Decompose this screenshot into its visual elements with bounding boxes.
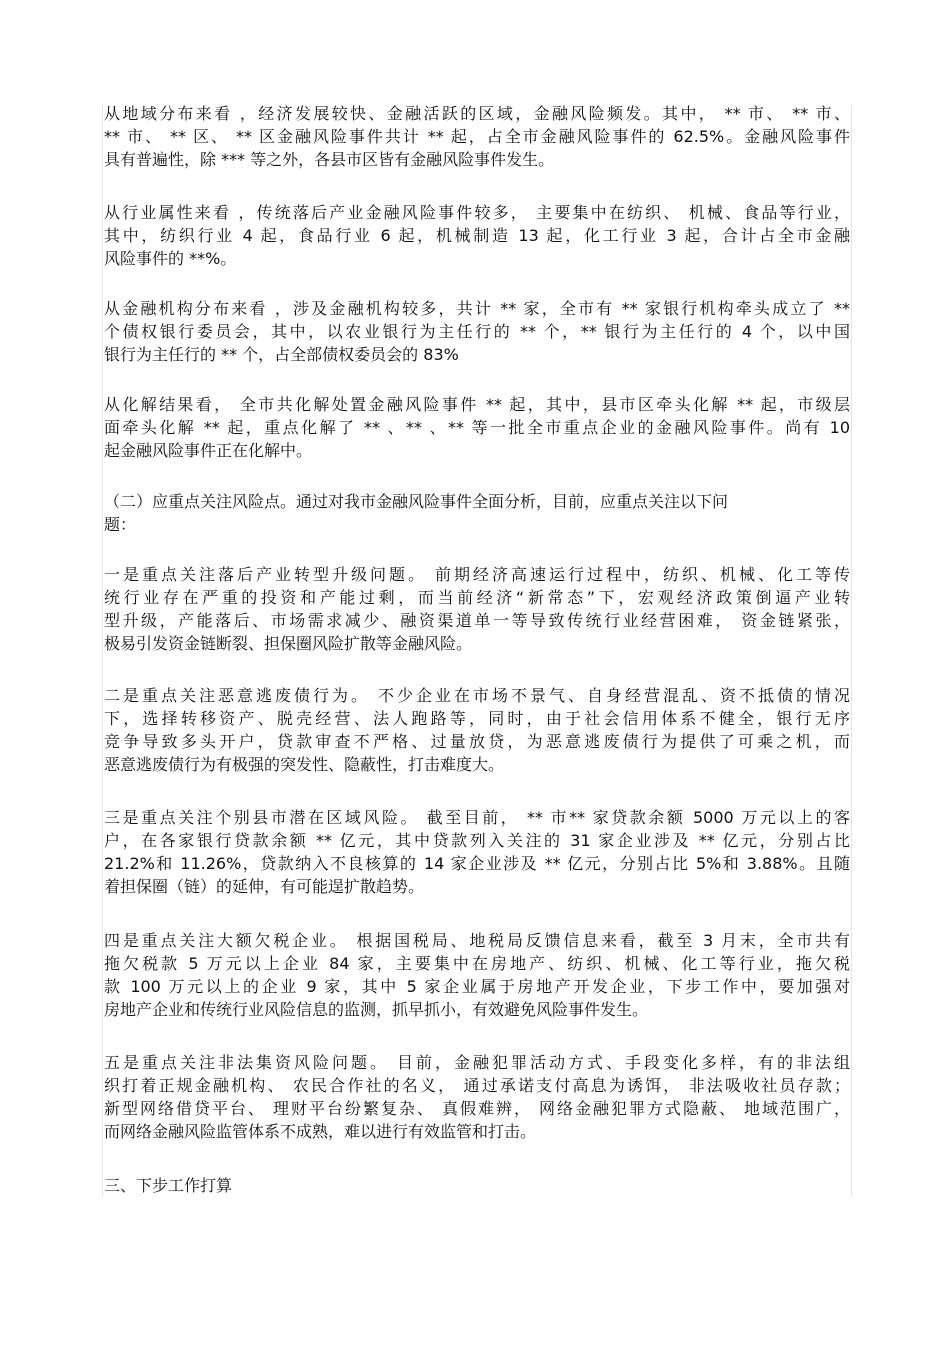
- text-line: 从行业属性来看 ，传统落后产业金融风险事件较多， 主要集中在纺织、 机械、食品等行业，: [104, 203, 850, 222]
- paragraph-resolution-results: [104, 393, 850, 462]
- text-line: 拖欠税款 5 万元以上企业 84 家，主要集中在房地产、纺织、机械、化工等行业，拖欠税: [104, 954, 850, 973]
- text-line: 五是重点关注非法集资风险问题。 目前，金融犯罪活动方式、手段变化多样，有的非法组: [104, 1053, 850, 1072]
- text-line: 型升级，产能落后、市场需求减少、融资渠道单一等导致传统行业经营困难， 资金链紧张，: [104, 611, 850, 630]
- section-heading-risk-points: [104, 490, 850, 536]
- text-line: 个债权银行委员会，其中，以农业银行为主任行的 ** 个，** 银行为主任行的 4 个，以中国: [104, 322, 850, 341]
- text-line: 起金融风险事件正在化解中。: [104, 441, 313, 460]
- text-line: 恶意逃废债行为有极强的突发性、隐蔽性，打击难度大。: [104, 755, 505, 774]
- text-line: 户，在各家银行贷款余额 ** 亿元，其中贷款列入关注的 31 家企业涉及 ** 亿元，分别占比: [104, 831, 850, 850]
- text-line: 房地产企业和传统行业风险信息的监测，抓早抓小，有效避免风险事件发生。: [104, 1000, 649, 1019]
- paragraph-debt-evasion: [104, 684, 850, 776]
- text-line: 二是重点关注恶意逃废债行为。 不少企业在市场不景气、自身经营混乱、资不抵债的情况: [104, 686, 850, 705]
- paragraph-regional-risk: [104, 806, 850, 898]
- paragraph-regional-distribution: [104, 102, 850, 171]
- text-line: 统行业存在严重的投资和产能过剩，而当前经济“新常态”下，宏观经济政策倒逼产业转: [104, 588, 850, 607]
- text-line: ** 市、 ** 区、 ** 区金融风险事件共计 ** 起，占全市金融风险事件的 62.5%。金融风险事件: [104, 127, 850, 146]
- text-line: 其中，纺织行业 4 起，食品行业 6 起，机械制造 13 起，化工行业 3 起，合计占全市金融: [104, 226, 850, 245]
- text-line: 款 100 万元以上的企业 9 家，其中 5 家企业属于房地产开发企业，下步工作中，要加强对: [104, 977, 850, 996]
- text-line: 织打着正规金融机构、 农民合作社的名义， 通过承诺支付高息为诱饵， 非法吸收社员存款；: [104, 1076, 850, 1095]
- paragraph-illegal-fundraising: [104, 1051, 850, 1143]
- text-line: 面牵头化解 ** 起，重点化解了 ** 、** 、** 等一批全市重点企业的金融风险事件。尚有 10: [104, 418, 850, 437]
- text-line: 而网络金融风险监管体系不成熟，难以进行有效监管和打击。: [104, 1122, 537, 1141]
- text-line: 题：: [104, 515, 137, 534]
- text-line: 从地域分布来看 ，经济发展较快、金融活跃的区域，金融风险频发。其中， ** 市、 ** 市、: [104, 104, 850, 123]
- text-line: 着担保圈（链）的延伸，有可能逞扩散趋势。: [104, 877, 425, 896]
- text-line: 下，选择转移资产、脱壳经营、法人跑路等，同时，由于社会信用体系不健全，银行无序: [104, 709, 850, 728]
- text-line: 21.2%和 11.26%，贷款纳入不良核算的 14 家企业涉及 ** 亿元，分别占比 5%和 3.88%。且随: [104, 854, 850, 873]
- text-line: 银行为主任行的 ** 个，占全部债权委员会的 83%: [104, 345, 459, 364]
- text-line: 三、下步工作打算: [104, 1176, 233, 1195]
- paragraph-industry-attribute: [104, 201, 850, 270]
- text-line: 极易引发资金链断裂、担保圈风险扩散等金融风险。: [104, 634, 473, 653]
- text-line: 具有普遍性，除 *** 等之外，各县市区皆有金融风险事件发生。: [104, 150, 555, 169]
- text-line: 三是重点关注个别县市潜在区域风险。 截至目前， ** 市** 家贷款余额 5000 万元以上的客: [104, 808, 850, 827]
- text-line: 一是重点关注落后产业转型升级问题。 前期经济高速运行过程中，纺织、机械、化工等传: [104, 565, 850, 584]
- paragraph-industry-transformation: [104, 563, 850, 655]
- section-heading-next-steps: [104, 1174, 850, 1197]
- page-frame-left-border: [102, 105, 103, 1197]
- text-line: 新型网络借贷平台、 理财平台纷繁复杂、 真假难辨， 网络金融犯罪方式隐蔽、 地域范围广，: [104, 1099, 850, 1118]
- paragraph-tax-arrears: [104, 929, 850, 1021]
- text-line: 从化解结果看， 全市共化解处置金融风险事件 ** 起，其中，县市区牵头化解 ** 起，市级层: [104, 395, 850, 414]
- page-frame-right-border: [851, 105, 852, 1197]
- text-line: 四是重点关注大额欠税企业。 根据国税局、地税局反馈信息来看，截至 3 月末，全市共有: [104, 931, 850, 950]
- text-line: 竞争导致多头开户，贷款审查不严格、过量放贷，为恶意逃废债行为提供了可乘之机，而: [104, 732, 850, 751]
- text-line: 风险事件的 **%。: [104, 249, 237, 268]
- text-line: 从金融机构分布来看 ，涉及金融机构较多，共计 ** 家，全市有 ** 家银行机构牵头成立了 **: [104, 299, 850, 318]
- paragraph-financial-institutions: [104, 297, 850, 366]
- text-line: （二）应重点关注风险点。通过对我市金融风险事件全面分析，目前，应重点关注以下问: [104, 492, 729, 511]
